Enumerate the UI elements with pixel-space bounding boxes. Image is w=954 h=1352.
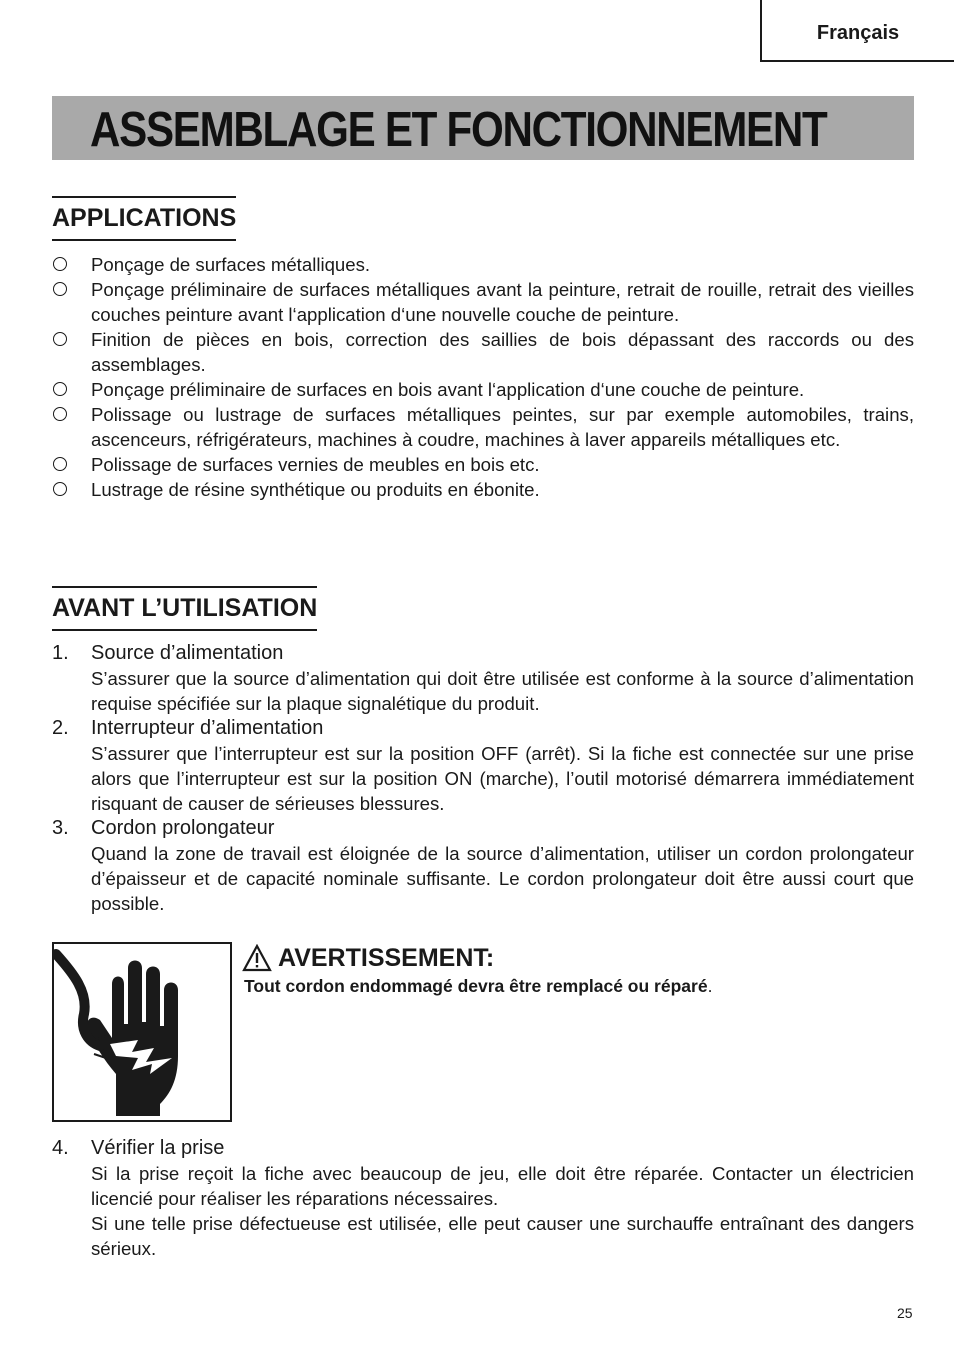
language-label: Français [816,21,900,44]
applications-list [52,252,914,502]
bullet-circle-icon [53,457,67,471]
item-body: S’assurer que la source d’alimentation qui doit être utilisée est conforme à la source d’alimentation requise spécifiée sur la plaque signalétique du produit. [91,668,914,714]
item-number: 2. [52,717,69,739]
page-number: 25 [897,1305,913,1321]
warning-text [244,974,712,998]
list-item-text: Ponçage de surfaces métalliques. [91,254,371,275]
list-item-text: Finition de pièces en bois, correction des saillies de bois dépassant des raccords ou des assemblages. [91,329,914,375]
numbered-item [52,816,914,916]
item-body: Quand la zone de travail est éloignée de la source d’alimentation, utiliser un cordon prolongateur d’épaisseur et de capacité nominale suffisante. Le cordon prolongateur doit être aussi court que possible. [91,843,914,914]
item-number: 1. [52,642,69,664]
avant-utilisation-heading: AVANT L’UTILISATION [52,586,317,631]
applications-heading: APPLICATIONS [52,196,236,241]
item-body: Si la prise reçoit la fiche avec beaucoup de jeu, elle doit être réparée. Contacter un électricien licencié pour réaliser les réparations nécessaires. [91,1163,914,1209]
title-band [52,96,914,160]
bullet-circle-icon [53,482,67,496]
list-item [52,452,914,477]
list-item-text: Ponçage préliminaire de surfaces métalliques avant la peinture, retrait de rouille, retrait des vieilles couches peinture avant l‘application d‘une nouvelle couche de peinture. [91,279,914,325]
numbered-item [52,716,914,816]
warning-label: AVERTISSEMENT: [278,944,495,972]
bullet-circle-icon [53,407,67,421]
page-title: ASSEMBLAGE ET FONCTIONNEMENT [90,103,827,157]
list-item-text: Lustrage de résine synthétique ou produits en ébonite. [91,479,540,500]
item-title: Interrupteur d’alimentation [91,717,324,739]
bullet-circle-icon [53,332,67,346]
language-tab [760,0,954,62]
list-item-text: Polissage ou lustrage de surfaces métalliques peintes, sur par exemple automobiles, trains, ascenceurs, réfrigérateurs, machines à coudre, machines à laver appareils métalliques etc. [91,404,914,450]
list-item [52,377,914,402]
item-title: Source d’alimentation [91,642,284,664]
list-item-text: Ponçage préliminaire de surfaces en bois avant l‘application d‘une couche de peinture. [91,379,805,400]
avant-list [52,641,914,916]
warning-heading [242,941,494,975]
item-title: Cordon prolongateur [91,817,275,839]
electric-shock-hand-icon [52,942,232,1122]
bullet-circle-icon [53,382,67,396]
numbered-item [52,1136,914,1261]
bullet-circle-icon [53,257,67,271]
item-body: S’assurer que l’interrupteur est sur la position OFF (arrêt). Si la fiche est connectée sur une prise alors que l’interrupteur est sur la position ON (marche), l’outil motorisé démarrera immédiatement risquant de causer de sérieuses blessures. [91,743,914,814]
list-item [52,402,914,452]
warning-period: . [707,976,713,996]
list-item [52,477,914,502]
item-body-second: Si une telle prise défectueuse est utilisée, elle peut causer une surchauffe entraînant des dangers sérieux. [91,1213,914,1259]
list-item [52,327,914,377]
numbered-item [52,641,914,716]
bullet-circle-icon [53,282,67,296]
avant-list-continued [52,1136,914,1261]
warning-triangle-icon [242,944,272,972]
item-number: 3. [52,817,69,839]
item-title: Vérifier la prise [91,1137,225,1159]
item-number: 4. [52,1137,69,1159]
warning-message: Tout cordon endommagé devra être remplacé ou réparé [244,976,708,996]
list-item-text: Polissage de surfaces vernies de meubles en bois etc. [91,454,540,475]
list-item [52,277,914,327]
list-item [52,252,914,277]
